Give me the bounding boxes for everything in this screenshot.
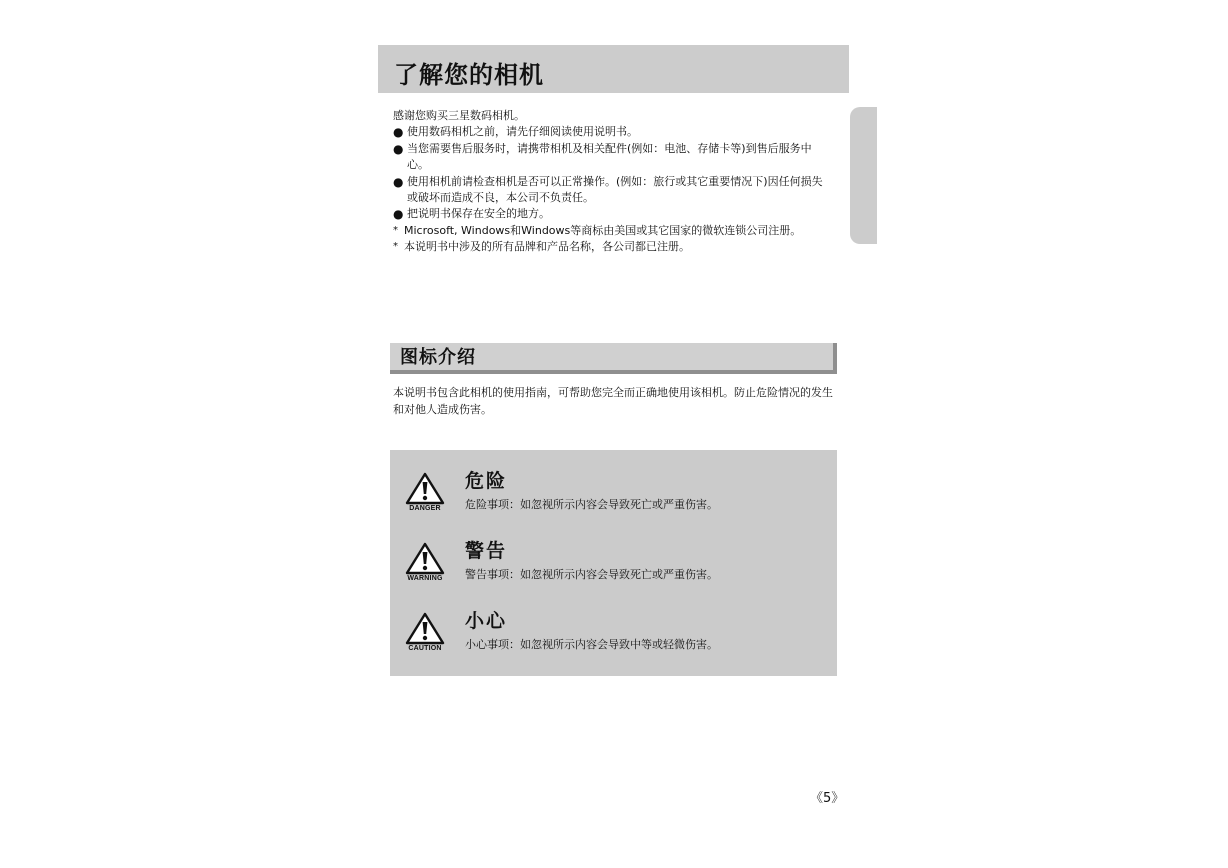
- intro-note: [393, 239, 833, 255]
- intro-block: [393, 108, 833, 256]
- section-description-text: 本说明书包含此相机的使用指南，可帮助您完全而正确地使用该相机。防止危险情况的发生和对他人造成伤害。: [393, 386, 833, 416]
- warning-heading: 小心: [465, 610, 508, 632]
- bullet-dot: ●: [393, 141, 404, 156]
- warning-triangle-icon: [405, 542, 445, 584]
- note-mark: *: [393, 241, 398, 253]
- danger-triangle-icon: [405, 472, 445, 514]
- bullet-text: 使用数码相机之前，请先仔细阅读使用说明书。: [407, 125, 638, 139]
- bullet-text: 使用相机前请检查相机是否可以正常操作。(例如：旅行或其它重要情况下)因任何损失或破坏而造成不良，本公司不负责任。: [407, 174, 823, 205]
- intro-bullet: [393, 174, 833, 207]
- side-tab: [850, 107, 877, 244]
- page-title: 了解您的相机: [394, 61, 544, 89]
- section-description: [393, 385, 841, 418]
- note-text: Microsoft, Windows和Windows等商标由美国或其它国家的微软连锁公司注册。: [404, 223, 802, 237]
- note-text: 本说明书中涉及的所有品牌和产品名称，各公司都已注册。: [404, 240, 690, 254]
- intro-bullet: [393, 124, 833, 140]
- warning-text: 小心事项：如忽视所示内容会导致中等或轻微伤害。: [465, 638, 718, 651]
- intro-lead: 感谢您购买三星数码相机。: [393, 109, 525, 122]
- warning-icon-label: WARNING: [407, 575, 443, 582]
- bullet-text: 把说明书保存在安全的地方。: [407, 207, 550, 221]
- warning-heading: 警告: [465, 540, 508, 562]
- warning-heading: 危险: [465, 470, 508, 492]
- intro-bullet: [393, 141, 833, 174]
- bullet-dot: ●: [393, 207, 404, 222]
- bullet-dot: ●: [393, 174, 404, 189]
- note-mark: *: [393, 224, 398, 236]
- warning-item-warning: [390, 520, 837, 580]
- bullet-text: 当您需要售后服务时，请携带相机及相关配件(例如：电池、存储卡等)到售后服务中心。: [407, 141, 812, 172]
- section-title: 图标介绍: [400, 347, 476, 368]
- caution-icon-label: CAUTION: [408, 645, 442, 652]
- intro-bullet: [393, 206, 833, 222]
- caution-triangle-icon: [405, 612, 445, 654]
- warning-item-caution: [390, 590, 837, 650]
- warning-text: 危险事项：如忽视所示内容会导致死亡或严重伤害。: [465, 498, 718, 511]
- bullet-dot: ●: [393, 125, 404, 140]
- danger-icon-label: DANGER: [409, 505, 441, 512]
- warning-levels-box: [390, 450, 837, 676]
- warning-item-danger: [390, 450, 837, 510]
- intro-note: [393, 223, 833, 239]
- warning-text: 警告事项：如忽视所示内容会导致死亡或严重伤害。: [465, 568, 718, 581]
- page-number: 《5》: [810, 791, 845, 806]
